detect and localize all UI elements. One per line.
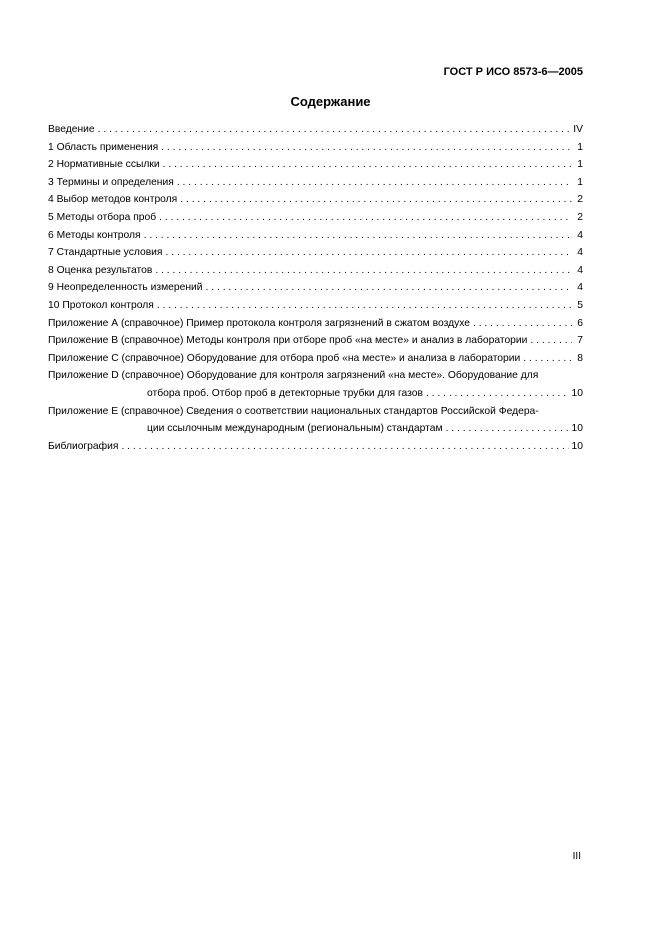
toc-entry-title: 10 Протокол контроля xyxy=(48,299,154,311)
toc-entry-title: 3 Термины и определения xyxy=(48,176,174,188)
dot-leader xyxy=(530,332,572,350)
toc-entry-title: Приложение А (справочное) Пример протокола контроля загрязнений в сжатом воздухе xyxy=(48,317,470,329)
toc-entry-title: 7 Стандартные условия xyxy=(48,247,163,259)
toc-entry-title: 4 Выбор методов контроля xyxy=(48,194,178,206)
toc-entry[interactable] xyxy=(48,438,583,456)
toc-entry-title: 9 Неопределенность измерений xyxy=(48,282,203,294)
toc-page-number: 10 xyxy=(571,440,583,452)
dot-leader xyxy=(98,121,571,139)
toc-entry[interactable] xyxy=(48,244,583,262)
toc-page-number: 4 xyxy=(577,282,583,294)
toc-entry-continuation[interactable] xyxy=(48,420,583,438)
toc-entry-title: Приложение Е (справочное) Сведения о соответствии национальных стандартов Российской Федера- xyxy=(48,405,539,417)
toc-page-number: 1 xyxy=(577,141,583,153)
toc-entry-title: 6 Методы контроля xyxy=(48,229,141,241)
dot-leader xyxy=(157,297,572,315)
dot-leader xyxy=(163,156,572,174)
toc-page-number: 10 xyxy=(571,387,583,399)
toc-entry-title: Введение xyxy=(48,124,95,135)
toc-entry-title: Приложение D (справочное) Оборудование для контроля загрязнений «на месте». Оборудование для xyxy=(48,370,539,382)
toc-page-number: 5 xyxy=(577,299,583,311)
toc-page-number: 6 xyxy=(577,317,583,329)
toc-entry[interactable] xyxy=(48,297,583,315)
toc-page-number: 2 xyxy=(577,211,583,223)
page-number: III xyxy=(572,851,581,862)
toc-entry-title: Библиография xyxy=(48,440,119,452)
document-header: ГОСТ Р ИСО 8573-6—2005 xyxy=(443,66,583,78)
dot-leader xyxy=(161,139,572,157)
toc-page-number: IV xyxy=(573,124,583,135)
toc-entry-title: Приложение В (справочное) Методы контроля при отборе проб «на месте» и анализ в лаборатории xyxy=(48,335,528,347)
toc-entry[interactable] xyxy=(48,121,583,139)
dot-leader xyxy=(144,227,572,245)
toc-entry[interactable] xyxy=(48,332,583,350)
toc-entry[interactable] xyxy=(48,174,583,192)
dot-leader xyxy=(426,385,569,403)
toc-entry-title: Приложение С (справочное) Оборудование для отбора проб «на месте» и анализа в лаборатории xyxy=(48,352,521,364)
toc-entry[interactable] xyxy=(48,367,583,385)
toc-page-number: 10 xyxy=(571,423,583,435)
toc-entry[interactable] xyxy=(48,156,583,174)
dot-leader xyxy=(121,438,568,456)
toc-page-number: 4 xyxy=(577,229,583,241)
toc-entry[interactable] xyxy=(48,191,583,209)
dot-leader xyxy=(166,244,573,262)
dot-leader xyxy=(177,174,572,192)
toc-entry-title: 1 Область применения xyxy=(48,141,159,153)
toc-page-number: 4 xyxy=(577,264,583,276)
dot-leader xyxy=(155,262,572,280)
toc-entry[interactable] xyxy=(48,403,583,421)
toc-page-number: 8 xyxy=(577,352,583,364)
toc-entry[interactable] xyxy=(48,350,583,368)
table-of-contents xyxy=(48,121,583,455)
page-title: Содержание xyxy=(290,94,371,109)
toc-entry-title: 8 Оценка результатов xyxy=(48,264,153,276)
toc-entry[interactable] xyxy=(48,279,583,297)
toc-entry[interactable] xyxy=(48,139,583,157)
toc-entry[interactable] xyxy=(48,315,583,333)
toc-entry[interactable] xyxy=(48,227,583,245)
dot-leader xyxy=(206,279,572,297)
toc-entry-title: 5 Методы отбора проб xyxy=(48,211,157,223)
dot-leader xyxy=(180,191,572,209)
dot-leader xyxy=(446,420,569,438)
toc-entry-title: 2 Нормативные ссылки xyxy=(48,159,160,171)
toc-page-number: 4 xyxy=(577,247,583,259)
toc-entry[interactable] xyxy=(48,209,583,227)
toc-entry-title-cont: ции ссылочным международным (региональным) стандартам xyxy=(147,423,443,435)
toc-entry-continuation[interactable] xyxy=(48,385,583,403)
toc-page-number: 2 xyxy=(577,194,583,206)
dot-leader xyxy=(523,350,572,368)
toc-page-number: 7 xyxy=(577,335,583,347)
dot-leader xyxy=(159,209,572,227)
toc-entry-title-cont: отбора проб. Отбор проб в детекторные трубки для газов xyxy=(147,387,423,399)
toc-entry[interactable] xyxy=(48,262,583,280)
toc-page-number: 1 xyxy=(577,159,583,171)
toc-page-number: 1 xyxy=(577,176,583,188)
dot-leader xyxy=(473,315,572,333)
